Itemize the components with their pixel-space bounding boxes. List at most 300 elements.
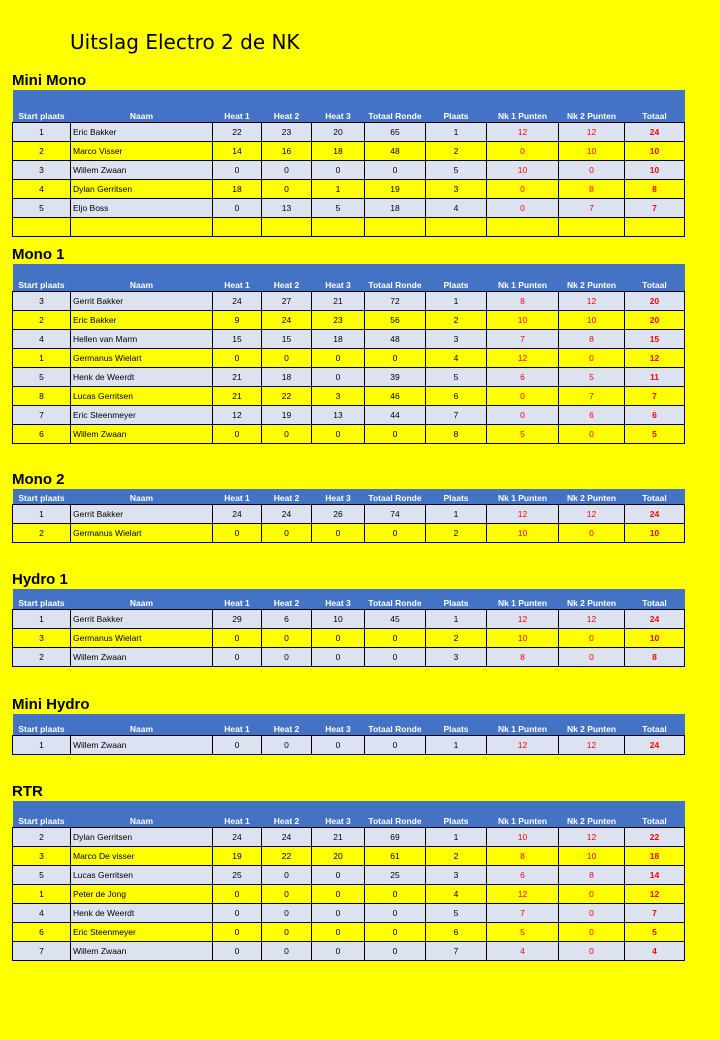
cell-naam: Eric Steenmeyer (71, 922, 213, 941)
cell-totaal-ronde: 25 (365, 865, 426, 884)
cell-nk2: 0 (559, 922, 625, 941)
cell-start: 3 (13, 291, 71, 310)
col-header-nk2: Nk 2 Punten (559, 90, 625, 122)
table-row (13, 903, 685, 922)
cell-naam: Hellen van Marm (71, 329, 213, 348)
cell-nk1: 0 (487, 386, 559, 405)
cell-start: 5 (13, 367, 71, 386)
cell-heat2: 24 (262, 827, 312, 846)
cell-heat1: 29 (213, 609, 262, 628)
cell-heat1: 0 (213, 424, 262, 443)
col-header-nk1: Nk 1 Punten (487, 264, 559, 291)
cell-totaal: 12 (625, 884, 685, 903)
results-table-mini-hydro (12, 714, 685, 755)
cell-heat3: 0 (312, 922, 365, 941)
table-row (13, 160, 685, 179)
table-row (13, 523, 685, 542)
cell-nk1: 0 (487, 198, 559, 217)
empty-cell (625, 217, 685, 236)
cell-nk2: 0 (559, 647, 625, 666)
empty-cell (71, 217, 213, 236)
cell-heat3: 0 (312, 884, 365, 903)
cell-totaal-ronde: 0 (365, 647, 426, 666)
cell-nk2: 0 (559, 941, 625, 960)
cell-heat3: 13 (312, 405, 365, 424)
cell-totaal-ronde: 44 (365, 405, 426, 424)
cell-nk1: 4 (487, 941, 559, 960)
cell-plaats: 3 (426, 865, 487, 884)
cell-plaats: 6 (426, 922, 487, 941)
cell-heat2: 0 (262, 348, 312, 367)
col-header-nk1: Nk 1 Punten (487, 489, 559, 504)
cell-nk1: 7 (487, 903, 559, 922)
cell-totaal: 7 (625, 903, 685, 922)
header-row (13, 264, 685, 291)
cell-start: 5 (13, 198, 71, 217)
cell-start: 4 (13, 329, 71, 348)
cell-naam: Germanus Wielart (71, 628, 213, 647)
table-row (13, 504, 685, 523)
cell-nk1: 7 (487, 329, 559, 348)
empty-cell (365, 217, 426, 236)
cell-totaal: 12 (625, 348, 685, 367)
cell-nk1: 0 (487, 141, 559, 160)
cell-naam: Marco Visser (71, 141, 213, 160)
col-header-start: Start plaats (13, 589, 71, 609)
cell-start: 6 (13, 922, 71, 941)
cell-naam: Gerrit Bakker (71, 504, 213, 523)
cell-totaal-ronde: 0 (365, 628, 426, 647)
cell-totaal-ronde: 0 (365, 941, 426, 960)
cell-nk2: 10 (559, 310, 625, 329)
cell-naam: Willem Zwaan (71, 647, 213, 666)
cell-plaats: 7 (426, 941, 487, 960)
col-header-nk1: Nk 1 Punten (487, 714, 559, 735)
cell-plaats: 5 (426, 903, 487, 922)
cell-plaats: 4 (426, 198, 487, 217)
table-row (13, 367, 685, 386)
col-header-heat3: Heat 3 (312, 90, 365, 122)
cell-start: 7 (13, 405, 71, 424)
empty-cell (13, 217, 71, 236)
col-header-naam: Naam (71, 489, 213, 504)
cell-start: 3 (13, 846, 71, 865)
cell-plaats: 4 (426, 884, 487, 903)
cell-totaal: 18 (625, 846, 685, 865)
cell-naam: Willem Zwaan (71, 941, 213, 960)
col-header-heat2: Heat 2 (262, 801, 312, 827)
cell-heat2: 22 (262, 846, 312, 865)
table-row (13, 122, 685, 141)
cell-heat3: 20 (312, 846, 365, 865)
cell-plaats: 2 (426, 523, 487, 542)
cell-start: 6 (13, 424, 71, 443)
cell-totaal: 4 (625, 941, 685, 960)
cell-start: 2 (13, 827, 71, 846)
cell-totaal: 20 (625, 310, 685, 329)
col-header-heat1: Heat 1 (213, 714, 262, 735)
cell-start: 3 (13, 628, 71, 647)
empty-cell (312, 217, 365, 236)
table-row (13, 424, 685, 443)
cell-totaal: 14 (625, 865, 685, 884)
cell-naam: Germanus Wielart (71, 348, 213, 367)
cell-heat3: 18 (312, 141, 365, 160)
cell-nk1: 5 (487, 424, 559, 443)
cell-totaal-ronde: 74 (365, 504, 426, 523)
cell-nk2: 6 (559, 405, 625, 424)
cell-totaal: 5 (625, 922, 685, 941)
col-header-totaal: Totaal (625, 90, 685, 122)
section-title-hydro-1: Hydro 1 (12, 571, 68, 588)
table-row (13, 922, 685, 941)
col-header-totaal: Totaal (625, 489, 685, 504)
table-row (13, 884, 685, 903)
cell-plaats: 3 (426, 179, 487, 198)
cell-totaal-ronde: 0 (365, 348, 426, 367)
cell-nk1: 8 (487, 291, 559, 310)
cell-plaats: 2 (426, 846, 487, 865)
table-row (13, 405, 685, 424)
cell-heat1: 21 (213, 386, 262, 405)
cell-heat2: 0 (262, 941, 312, 960)
cell-start: 5 (13, 865, 71, 884)
cell-heat2: 0 (262, 647, 312, 666)
header-row (13, 714, 685, 735)
col-header-totaal-ronde: Totaal Ronde (365, 90, 426, 122)
col-header-totaal-ronde: Totaal Ronde (365, 489, 426, 504)
cell-nk1: 5 (487, 922, 559, 941)
cell-heat2: 6 (262, 609, 312, 628)
cell-totaal-ronde: 0 (365, 424, 426, 443)
col-header-nk1: Nk 1 Punten (487, 801, 559, 827)
col-header-start: Start plaats (13, 714, 71, 735)
cell-totaal: 5 (625, 424, 685, 443)
cell-plaats: 1 (426, 609, 487, 628)
cell-totaal-ronde: 65 (365, 122, 426, 141)
col-header-plaats: Plaats (426, 589, 487, 609)
cell-heat1: 21 (213, 367, 262, 386)
cell-heat3: 26 (312, 504, 365, 523)
cell-heat3: 0 (312, 628, 365, 647)
cell-heat1: 9 (213, 310, 262, 329)
col-header-plaats: Plaats (426, 714, 487, 735)
cell-start: 1 (13, 735, 71, 754)
cell-nk1: 10 (487, 160, 559, 179)
cell-plaats: 2 (426, 141, 487, 160)
col-header-nk2: Nk 2 Punten (559, 264, 625, 291)
cell-heat3: 0 (312, 903, 365, 922)
cell-totaal-ronde: 39 (365, 367, 426, 386)
col-header-heat3: Heat 3 (312, 589, 365, 609)
cell-heat3: 0 (312, 941, 365, 960)
cell-heat2: 0 (262, 179, 312, 198)
cell-nk1: 0 (487, 405, 559, 424)
cell-nk1: 8 (487, 647, 559, 666)
cell-plaats: 2 (426, 310, 487, 329)
results-table-mono-1 (12, 264, 685, 444)
cell-heat2: 0 (262, 865, 312, 884)
col-header-heat2: Heat 2 (262, 90, 312, 122)
cell-totaal: 24 (625, 122, 685, 141)
cell-totaal-ronde: 61 (365, 846, 426, 865)
table-row (13, 735, 685, 754)
cell-start: 3 (13, 160, 71, 179)
cell-naam: Eric Bakker (71, 122, 213, 141)
empty-cell (213, 217, 262, 236)
cell-naam: Gerrit Bakker (71, 291, 213, 310)
cell-plaats: 4 (426, 348, 487, 367)
cell-heat2: 23 (262, 122, 312, 141)
cell-plaats: 1 (426, 504, 487, 523)
cell-nk2: 0 (559, 424, 625, 443)
table-row (13, 941, 685, 960)
cell-naam: Gerrit Bakker (71, 609, 213, 628)
cell-totaal: 11 (625, 367, 685, 386)
cell-nk2: 12 (559, 122, 625, 141)
cell-plaats: 7 (426, 405, 487, 424)
cell-totaal: 15 (625, 329, 685, 348)
table-row (13, 609, 685, 628)
cell-heat1: 24 (213, 827, 262, 846)
cell-start: 4 (13, 179, 71, 198)
cell-start: 1 (13, 609, 71, 628)
cell-totaal: 6 (625, 405, 685, 424)
cell-nk2: 12 (559, 735, 625, 754)
cell-heat3: 20 (312, 122, 365, 141)
cell-heat1: 0 (213, 941, 262, 960)
empty-cell (426, 217, 487, 236)
col-header-nk2: Nk 2 Punten (559, 801, 625, 827)
cell-heat1: 24 (213, 291, 262, 310)
cell-naam: Lucas Gerritsen (71, 865, 213, 884)
cell-totaal-ronde: 46 (365, 386, 426, 405)
table-row (13, 647, 685, 666)
col-header-heat1: Heat 1 (213, 589, 262, 609)
header-row (13, 801, 685, 827)
cell-heat2: 0 (262, 922, 312, 941)
cell-heat2: 15 (262, 329, 312, 348)
cell-heat2: 0 (262, 160, 312, 179)
cell-totaal: 7 (625, 198, 685, 217)
cell-start: 1 (13, 348, 71, 367)
col-header-naam: Naam (71, 714, 213, 735)
cell-naam: Henk de Weerdt (71, 903, 213, 922)
table-row (13, 198, 685, 217)
cell-nk2: 0 (559, 348, 625, 367)
cell-nk1: 12 (487, 735, 559, 754)
cell-totaal: 20 (625, 291, 685, 310)
cell-heat1: 0 (213, 903, 262, 922)
cell-heat3: 0 (312, 523, 365, 542)
cell-totaal: 22 (625, 827, 685, 846)
cell-nk2: 12 (559, 291, 625, 310)
table-row (13, 141, 685, 160)
col-header-totaal: Totaal (625, 714, 685, 735)
empty-cell (559, 217, 625, 236)
cell-nk2: 0 (559, 628, 625, 647)
cell-totaal: 24 (625, 609, 685, 628)
col-header-heat2: Heat 2 (262, 264, 312, 291)
col-header-plaats: Plaats (426, 90, 487, 122)
cell-heat1: 18 (213, 179, 262, 198)
cell-totaal: 24 (625, 504, 685, 523)
cell-totaal-ronde: 0 (365, 735, 426, 754)
cell-heat1: 15 (213, 329, 262, 348)
cell-nk1: 8 (487, 846, 559, 865)
col-header-heat2: Heat 2 (262, 714, 312, 735)
cell-nk2: 12 (559, 609, 625, 628)
cell-nk1: 10 (487, 310, 559, 329)
cell-plaats: 1 (426, 827, 487, 846)
col-header-plaats: Plaats (426, 489, 487, 504)
cell-naam: Germanus Wielart (71, 523, 213, 542)
cell-heat1: 19 (213, 846, 262, 865)
col-header-naam: Naam (71, 801, 213, 827)
cell-totaal-ronde: 0 (365, 160, 426, 179)
col-header-totaal: Totaal (625, 589, 685, 609)
col-header-heat1: Heat 1 (213, 264, 262, 291)
cell-nk2: 8 (559, 329, 625, 348)
cell-plaats: 5 (426, 160, 487, 179)
cell-heat1: 0 (213, 348, 262, 367)
col-header-start: Start plaats (13, 264, 71, 291)
table-row (13, 310, 685, 329)
col-header-heat2: Heat 2 (262, 489, 312, 504)
cell-start: 8 (13, 386, 71, 405)
cell-heat2: 0 (262, 735, 312, 754)
cell-heat3: 1 (312, 179, 365, 198)
col-header-naam: Naam (71, 589, 213, 609)
cell-plaats: 3 (426, 329, 487, 348)
cell-start: 1 (13, 122, 71, 141)
table-row (13, 628, 685, 647)
col-header-nk2: Nk 2 Punten (559, 714, 625, 735)
cell-nk1: 12 (487, 348, 559, 367)
cell-plaats: 5 (426, 367, 487, 386)
section-title-mono-2: Mono 2 (12, 471, 65, 488)
cell-nk1: 12 (487, 884, 559, 903)
col-header-totaal-ronde: Totaal Ronde (365, 264, 426, 291)
cell-heat3: 21 (312, 291, 365, 310)
col-header-heat3: Heat 3 (312, 489, 365, 504)
cell-heat2: 22 (262, 386, 312, 405)
cell-totaal-ronde: 45 (365, 609, 426, 628)
col-header-heat3: Heat 3 (312, 801, 365, 827)
cell-naam: Dylan Gerritsen (71, 827, 213, 846)
cell-totaal: 7 (625, 386, 685, 405)
cell-heat3: 0 (312, 424, 365, 443)
cell-totaal: 10 (625, 160, 685, 179)
col-header-nk2: Nk 2 Punten (559, 489, 625, 504)
cell-heat2: 0 (262, 523, 312, 542)
cell-heat3: 18 (312, 329, 365, 348)
section-title-mono-1: Mono 1 (12, 246, 65, 263)
cell-plaats: 1 (426, 291, 487, 310)
cell-heat2: 19 (262, 405, 312, 424)
cell-nk2: 8 (559, 865, 625, 884)
cell-heat3: 0 (312, 735, 365, 754)
table-row (13, 291, 685, 310)
cell-plaats: 1 (426, 122, 487, 141)
cell-nk1: 6 (487, 367, 559, 386)
cell-nk1: 12 (487, 122, 559, 141)
cell-totaal: 10 (625, 628, 685, 647)
cell-totaal-ronde: 48 (365, 329, 426, 348)
cell-heat2: 16 (262, 141, 312, 160)
cell-heat1: 22 (213, 122, 262, 141)
col-header-start: Start plaats (13, 489, 71, 504)
cell-nk2: 0 (559, 160, 625, 179)
cell-heat2: 0 (262, 424, 312, 443)
cell-totaal: 10 (625, 523, 685, 542)
cell-nk2: 7 (559, 386, 625, 405)
col-header-plaats: Plaats (426, 264, 487, 291)
cell-naam: Peter de Jong (71, 884, 213, 903)
cell-nk2: 0 (559, 884, 625, 903)
col-header-start: Start plaats (13, 90, 71, 122)
cell-totaal-ronde: 0 (365, 922, 426, 941)
header-row (13, 589, 685, 609)
cell-heat1: 24 (213, 504, 262, 523)
cell-heat3: 0 (312, 348, 365, 367)
cell-heat2: 27 (262, 291, 312, 310)
results-table-hydro-1 (12, 589, 685, 667)
cell-heat2: 0 (262, 884, 312, 903)
cell-heat3: 0 (312, 367, 365, 386)
cell-start: 2 (13, 523, 71, 542)
section-title-rtr: RTR (12, 783, 43, 800)
cell-heat3: 21 (312, 827, 365, 846)
table-row (13, 348, 685, 367)
cell-heat1: 25 (213, 865, 262, 884)
cell-heat3: 0 (312, 160, 365, 179)
cell-heat1: 0 (213, 647, 262, 666)
cell-start: 2 (13, 647, 71, 666)
cell-heat1: 0 (213, 922, 262, 941)
col-header-heat1: Heat 1 (213, 489, 262, 504)
cell-nk2: 12 (559, 827, 625, 846)
col-header-heat3: Heat 3 (312, 714, 365, 735)
cell-nk2: 10 (559, 846, 625, 865)
cell-start: 7 (13, 941, 71, 960)
col-header-naam: Naam (71, 264, 213, 291)
cell-start: 4 (13, 903, 71, 922)
cell-nk2: 5 (559, 367, 625, 386)
cell-heat2: 0 (262, 628, 312, 647)
col-header-nk2: Nk 2 Punten (559, 589, 625, 609)
cell-plaats: 8 (426, 424, 487, 443)
col-header-totaal: Totaal (625, 264, 685, 291)
cell-totaal: 8 (625, 179, 685, 198)
cell-totaal-ronde: 69 (365, 827, 426, 846)
cell-nk1: 10 (487, 827, 559, 846)
page-title: Uitslag Electro 2 de NK (70, 30, 300, 54)
cell-heat1: 0 (213, 884, 262, 903)
cell-start: 2 (13, 141, 71, 160)
results-table-mini-mono (12, 90, 685, 237)
cell-nk1: 10 (487, 523, 559, 542)
cell-naam: Eljo Boss (71, 198, 213, 217)
header-row (13, 489, 685, 504)
cell-nk2: 8 (559, 179, 625, 198)
cell-heat3: 23 (312, 310, 365, 329)
cell-naam: Marco De visser (71, 846, 213, 865)
table-row (13, 329, 685, 348)
table-row (13, 386, 685, 405)
col-header-heat2: Heat 2 (262, 589, 312, 609)
cell-heat2: 0 (262, 903, 312, 922)
